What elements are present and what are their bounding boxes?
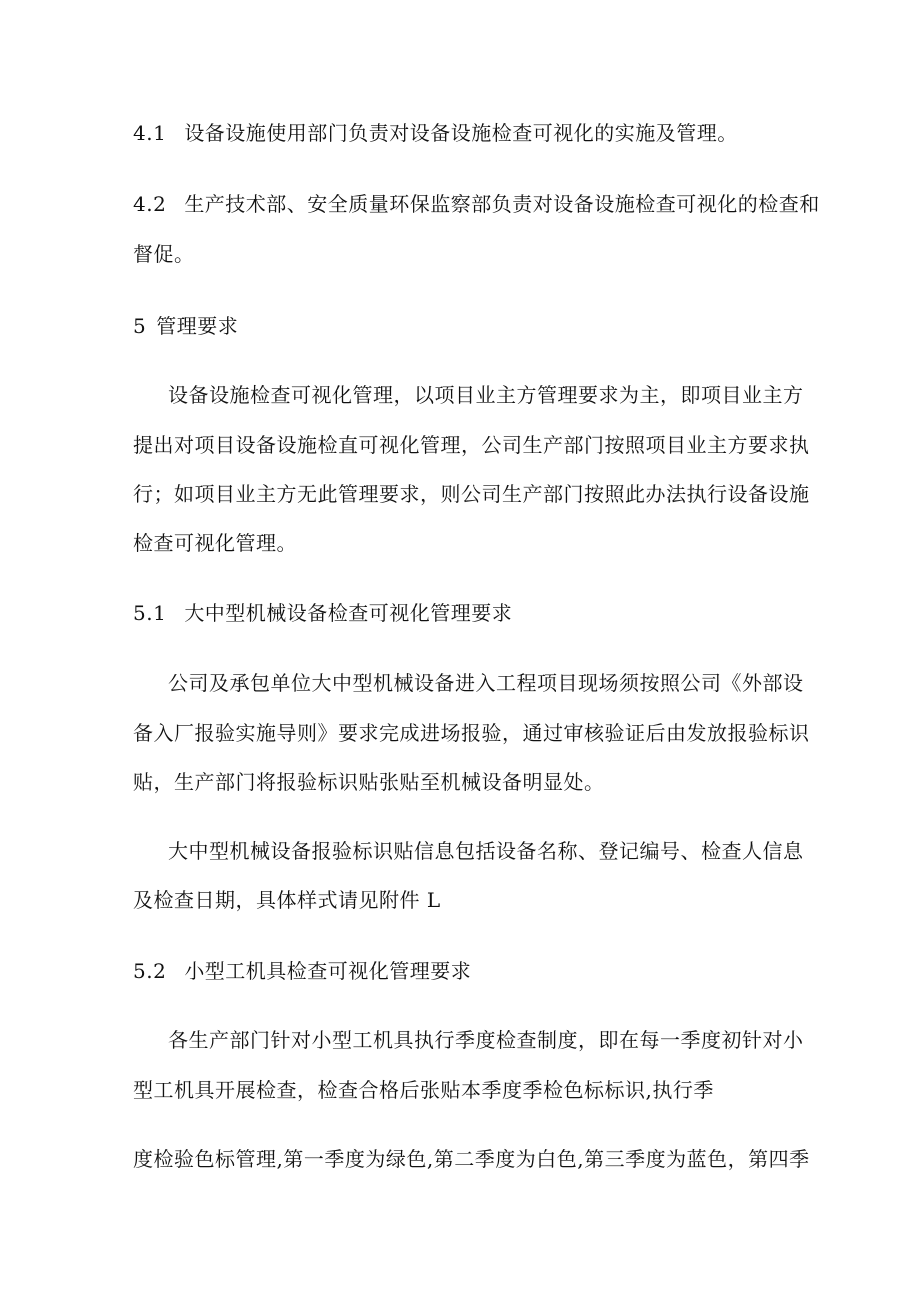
paragraph-line: 公司及承包单位大中型机械设备进入工程项目现场须按照公司《外部设	[168, 671, 804, 695]
section-title: 管理要求	[156, 314, 239, 338]
section-number: 5.2	[133, 959, 167, 983]
section-4-2-line-1	[133, 191, 820, 217]
paragraph-line: 提出对项目设备设施检直可视化管理，公司生产部门按照项目业主方要求执	[133, 433, 810, 457]
section-5-heading	[133, 313, 238, 339]
section-text: 设备设施使用部门负责对设备设施检查可视化的实施及管理。	[184, 121, 738, 145]
section-text: 生产技术部、安全质量环保监察部负责对设备设施检查可视化的检查和	[184, 192, 820, 216]
paragraph-line: 备入厂报验实施导则》要求完成进场报验，通过审核验证后由发放报验标识	[133, 721, 810, 745]
section-4-2-line-2: 督促。	[133, 242, 195, 266]
section-number: 5	[133, 314, 147, 338]
section-4-1	[133, 120, 738, 146]
section-title: 小型工机具检查可视化管理要求	[184, 959, 472, 983]
paragraph-line: 贴，生产部门将报验标识贴张贴至机械设备明显处。	[133, 770, 605, 794]
paragraph-line: 检查可视化管理。	[133, 531, 297, 555]
paragraph-line: 度检验色标管理,第一季度为绿色,第二季度为白色,第三季度为蓝色，第四季	[133, 1147, 810, 1171]
section-number: 4.2	[133, 192, 167, 216]
section-5-1-heading	[133, 600, 512, 626]
section-number: 4.1	[133, 121, 167, 145]
paragraph-line: 型工机具开展检查，检查合格后张贴本季度季检色标标识,执行季	[133, 1078, 714, 1102]
paragraph-line: 设备设施检查可视化管理，以项目业主方管理要求为主，即项目业主方	[168, 383, 804, 407]
section-5-2-heading	[133, 958, 471, 984]
paragraph-line: 大中型机械设备报验标识贴信息包括设备名称、登记编号、检查人信息	[168, 839, 804, 863]
section-number: 5.1	[133, 601, 167, 625]
section-title: 大中型机械设备检查可视化管理要求	[184, 601, 513, 625]
paragraph-line: 及检查日期，具体样式请见附件 L	[133, 888, 441, 912]
paragraph-line: 各生产部门针对小型工机具执行季度检查制度，即在每一季度初针对小	[168, 1028, 804, 1052]
paragraph-line: 行；如项目业主方无此管理要求，则公司生产部门按照此办法执行设备设施	[133, 482, 810, 506]
